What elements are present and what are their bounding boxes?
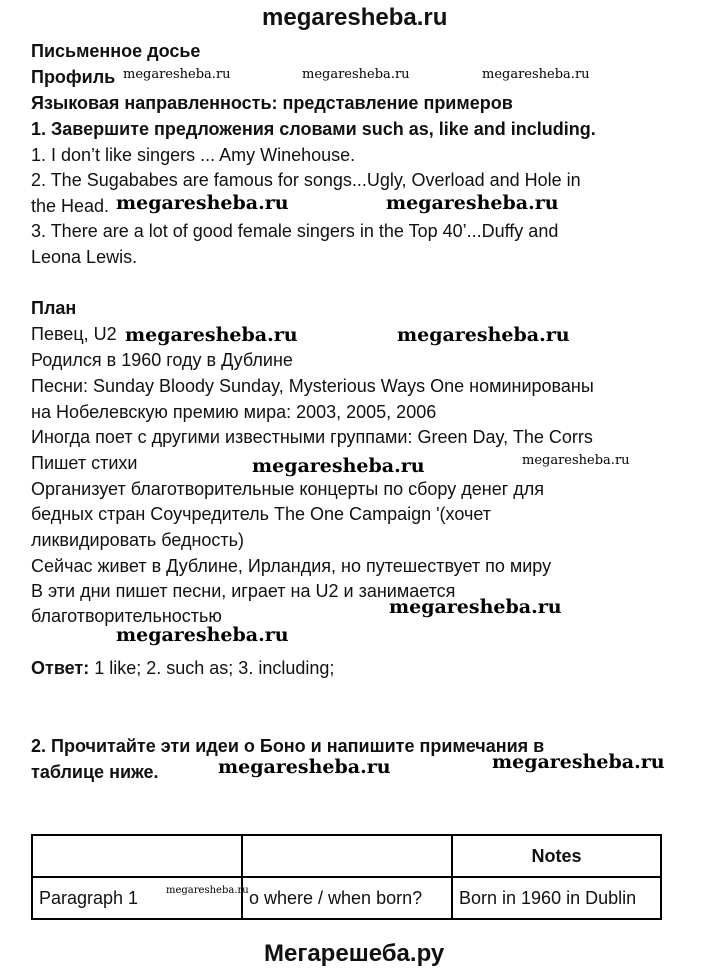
heading-profile: Профиль — [31, 67, 116, 87]
watermark: megaresheba.ru — [252, 455, 425, 477]
plan-line: Сейчас живет в Дублине, Ирландия, но путешествует по миру — [31, 556, 552, 576]
footer-title: Мегарешеба.ру — [264, 940, 445, 967]
watermark: megaresheba.ru — [125, 324, 298, 346]
task1-line: 3. There are a lot of good female singers in the Top 40’...Duffy and — [31, 221, 559, 241]
table-header-row — [32, 835, 661, 877]
answer-text: 1 like; 2. such as; 3. including; — [89, 658, 335, 678]
plan-line: Певец, U2 — [31, 324, 117, 344]
plan-line: на Нобелевскую премию мира: 2003, 2005, 2006 — [31, 402, 437, 422]
watermark: megaresheba.ru — [492, 751, 665, 773]
watermark: megaresheba.ru — [116, 624, 289, 646]
watermark: megaresheba.ru — [397, 324, 570, 346]
task1-line: Leona Lewis. — [31, 247, 138, 267]
watermark: megaresheba.ru — [123, 67, 231, 82]
plan-line: ликвидировать бедность) — [31, 530, 245, 550]
table-cell: Born in 1960 in Dublin — [452, 877, 661, 919]
table-header-cell — [32, 835, 242, 877]
site-title: megaresheba.ru — [262, 4, 448, 31]
answer — [31, 658, 334, 678]
task1-title: 1. Завершите предложения словами such as, like and including. — [31, 119, 596, 139]
plan-line: бедных стран Соучредитель The One Campaign '(хочет — [31, 504, 491, 524]
watermark: megaresheba.ru — [302, 67, 410, 82]
plan-line: Иногда поет с другими известными группами: Green Day, The Corrs — [31, 427, 593, 447]
plan-line: Организует благотворительные концерты по сбору денег для — [31, 479, 545, 499]
task1-line: 1. I don’t like singers ... Amy Winehouse. — [31, 145, 356, 165]
table-header-cell — [242, 835, 452, 877]
watermark: megaresheba.ru — [218, 756, 391, 778]
plan-line: Родился в 1960 году в Дублине — [31, 350, 293, 370]
heading-language: Языковая направленность: представление примеров — [31, 93, 513, 113]
plan-line: В эти дни пишет песни, играет на U2 и занимается — [31, 581, 456, 601]
watermark: megaresheba.ru — [166, 885, 249, 896]
watermark: megaresheba.ru — [522, 453, 630, 468]
table-cell: o where / when born? — [242, 877, 452, 919]
table-header-notes: Notes — [452, 835, 661, 877]
table-row — [32, 877, 661, 919]
plan-line: благотворительностью — [31, 606, 222, 626]
task2-title-line2: таблице ниже. — [31, 762, 159, 782]
watermark: megaresheba.ru — [116, 192, 289, 214]
watermark: megaresheba.ru — [389, 596, 562, 618]
plan-title: План — [31, 298, 77, 318]
heading-dossier: Письменное досье — [31, 41, 201, 61]
answer-label: Ответ: — [31, 658, 90, 678]
task1-line: the Head. — [31, 196, 110, 216]
notes-table — [31, 834, 662, 920]
plan-line: Песни: Sunday Bloody Sunday, Mysterious Ways One номинированы — [31, 376, 594, 396]
table-cell: Paragraph 1 — [32, 877, 242, 919]
plan-line: Пишет стихи — [31, 453, 138, 473]
watermark: megaresheba.ru — [386, 192, 559, 214]
watermark: megaresheba.ru — [482, 67, 590, 82]
task1-line: 2. The Sugababes are famous for songs...Ugly, Overload and Hole in — [31, 170, 581, 190]
task2-title-line1: 2. Прочитайте эти идеи о Боно и напишите примечания в — [31, 736, 545, 756]
